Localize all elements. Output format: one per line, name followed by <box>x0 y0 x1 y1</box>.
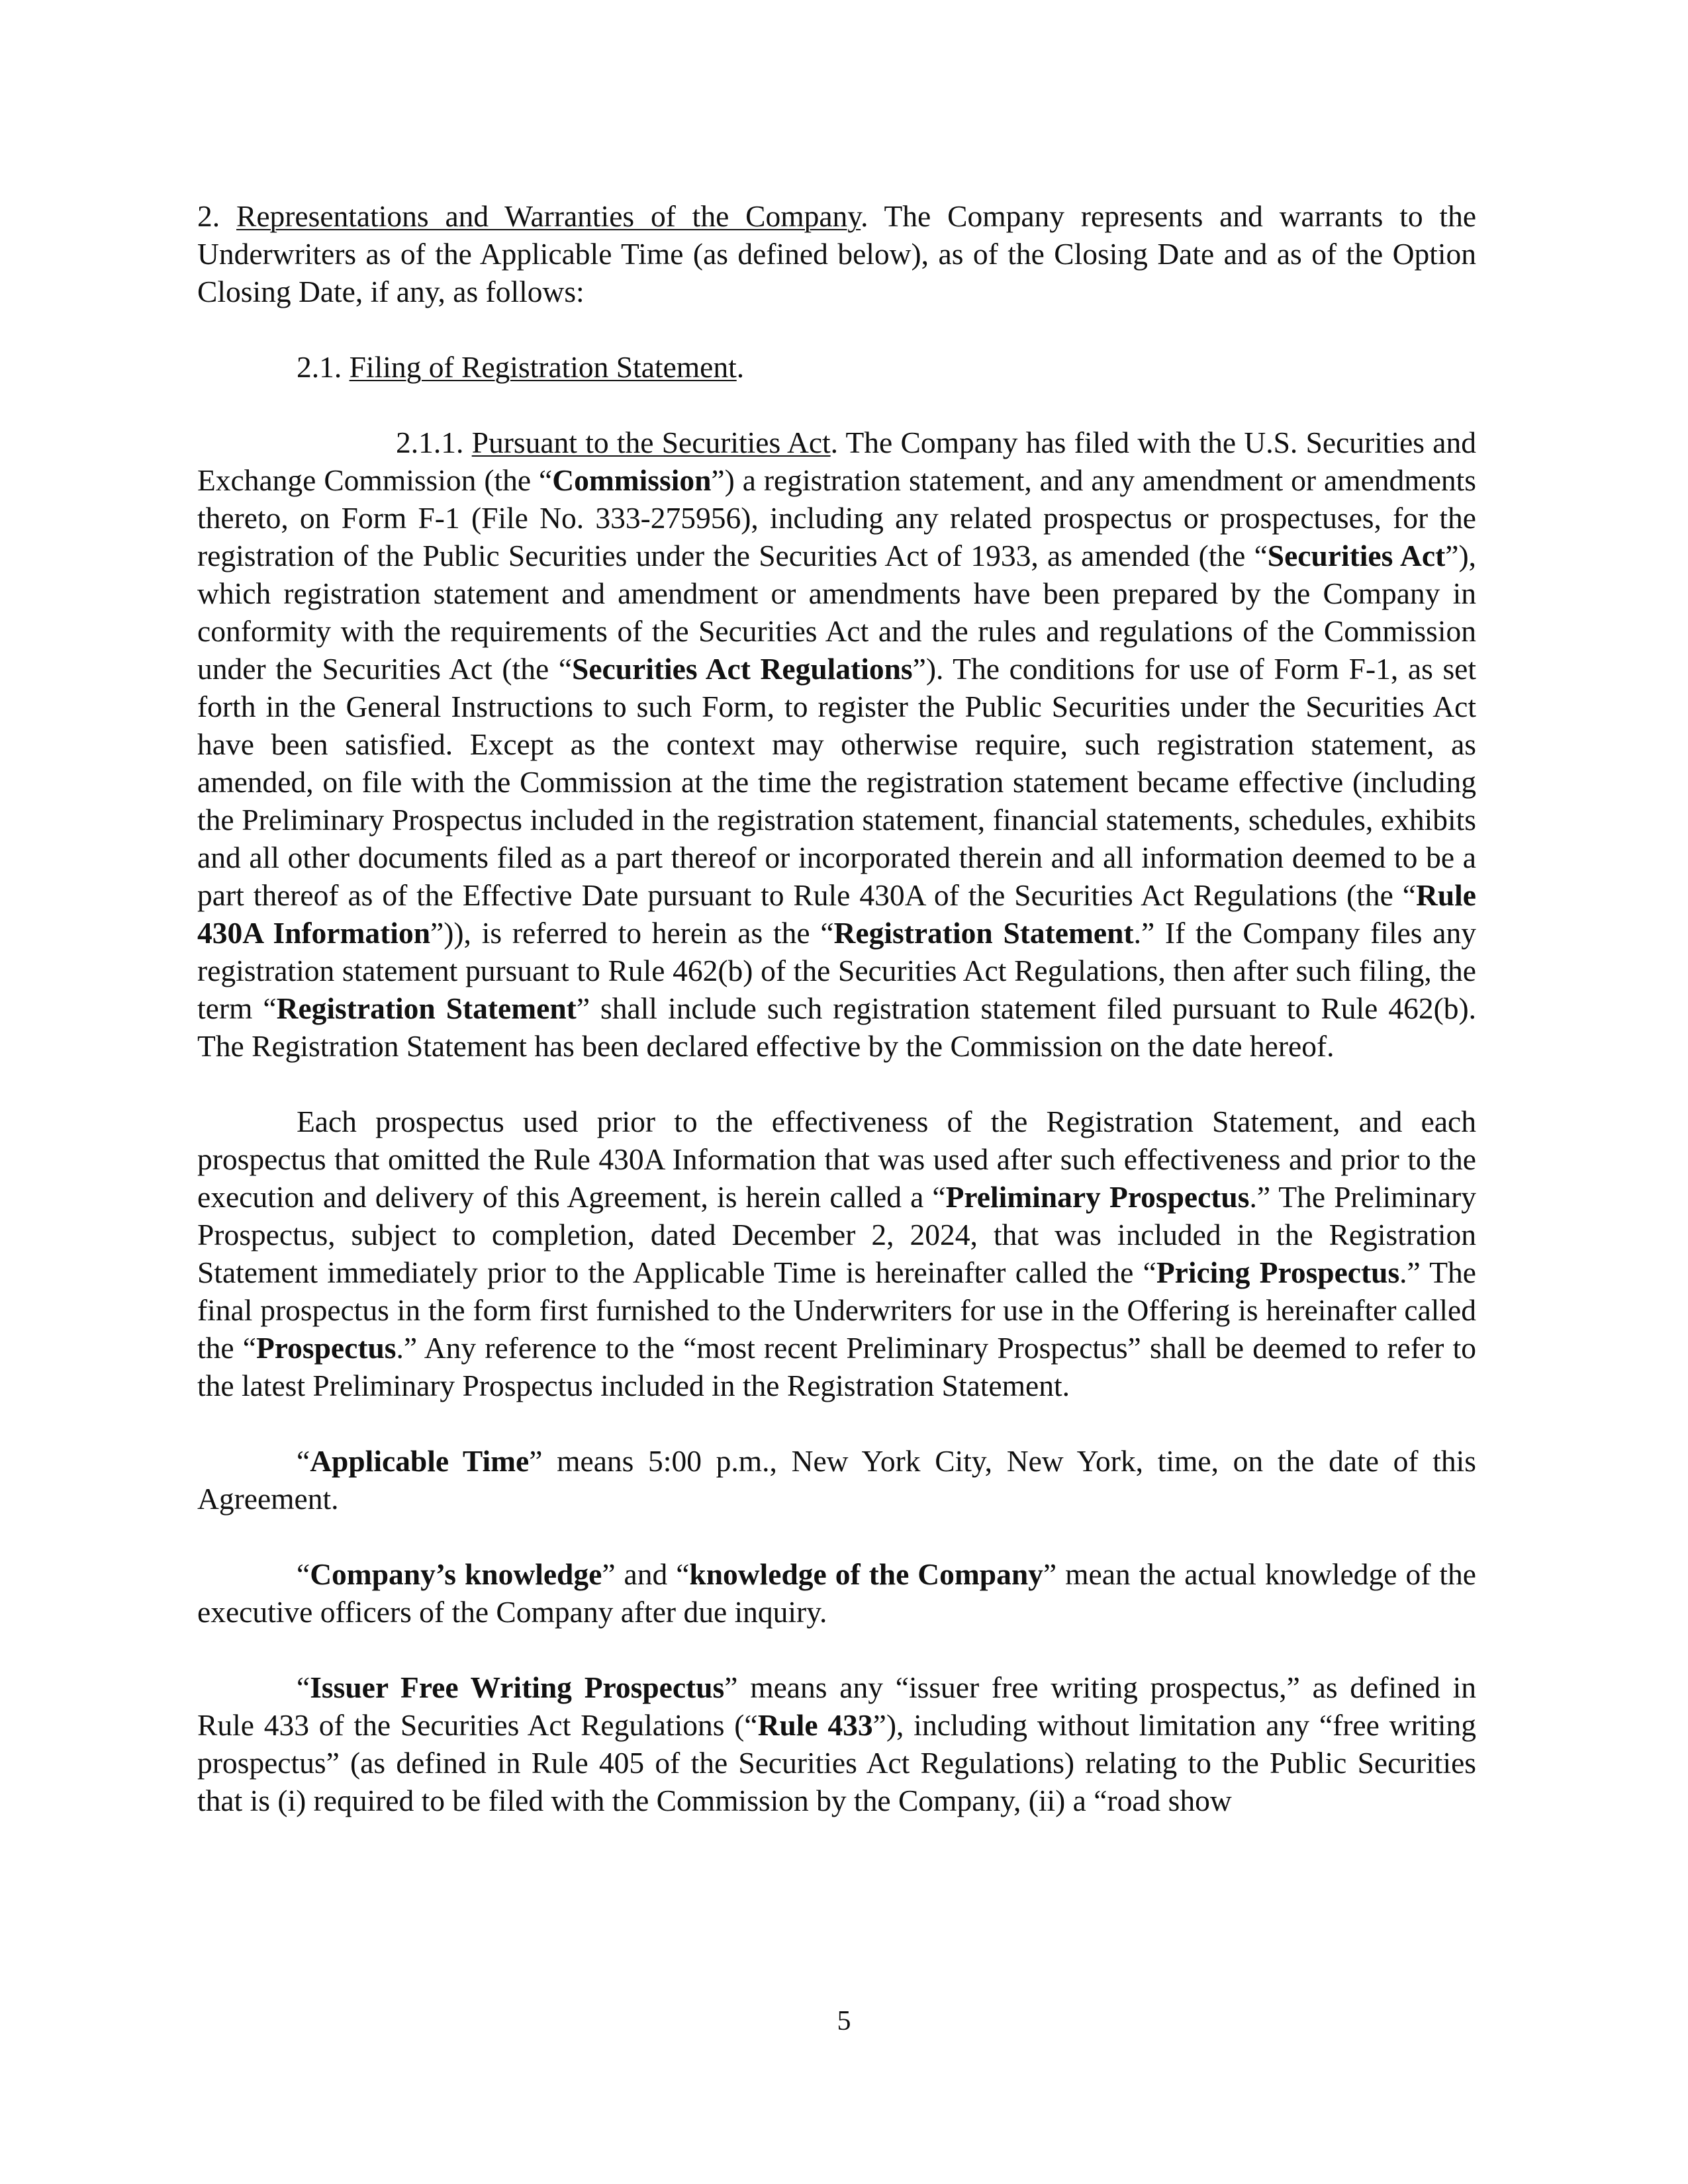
section-2-number: 2. <box>197 199 220 233</box>
defined-term: Rule 430A Information <box>197 878 1476 950</box>
body-text: ”)), is referred to herein as the “ <box>430 916 834 950</box>
body-text: .” The Preliminary Prospectus, subject to completion, dated December 2, 2024, that was included in the Registration Statement immediately prior to the Applicable Time is hereinafter called the “ <box>197 1180 1477 1289</box>
section-2-text: . The Company represents and warrants to the Underwriters as of the Applicable Time (as defined below), as of the Closing Date and as of the Option Closing Date, if any, as follows: <box>197 199 1477 308</box>
body-text: ” means 5:00 p.m., New York City, New York, time, on the date of this Agreement. <box>197 1444 1477 1516</box>
defined-term: Rule 433 <box>757 1708 873 1742</box>
body-text: Each prospectus used prior to the effectiveness of the Registration Statement, and each prospectus that omitted the Rule 430A Information that was used after such effectiveness and prior to the execution and delivery of this Agreement, is herein called a “ <box>197 1105 1476 1214</box>
defined-term: Securities Act <box>1267 539 1446 572</box>
body-text: “ <box>297 1444 310 1478</box>
applicable-time-paragraph <box>197 1442 1476 1518</box>
body-text: “ <box>297 1670 310 1704</box>
body-text: .” The final prospectus in the form first furnished to the Underwriters for use in the Offering is hereinafter called the “ <box>197 1255 1476 1365</box>
defined-term: Commission <box>552 463 712 497</box>
body-text: ” shall include such registration statement filed pursuant to Rule 462(b). The Registration Statement has been declared effective by the Commission on the date hereof. <box>197 991 1476 1063</box>
section-2-paragraph <box>197 197 1476 310</box>
section-2-1-1-paragraph <box>197 424 1476 1065</box>
defined-term: Applicable Time <box>310 1444 530 1478</box>
defined-term: Securities Act Regulations <box>572 652 913 686</box>
defined-term: Registration Statement <box>833 916 1134 950</box>
body-text: .” Any reference to the “most recent Preliminary Prospectus” shall be deemed to refer to the latest Preliminary Prospectus included in the Registration Statement. <box>197 1331 1476 1402</box>
section-2-1-1-number: 2.1.1. <box>396 426 464 459</box>
body-text: ” and “ <box>602 1557 690 1591</box>
defined-term: Registration Statement <box>276 991 577 1025</box>
body-text: ” means any “issuer free writing prospectus,” as defined in Rule 433 of the Securities Act Regulations (“ <box>197 1670 1477 1742</box>
body-text: ”) a registration statement, and any amendment or amendments thereto, on Form F-1 (File No. 333-275956), including any related prospectus or prospectuses, for the registration of the Public Securities under the Securities Act of 1933, as amended (the “ <box>197 463 1476 572</box>
section-2-1-paragraph <box>197 348 1476 386</box>
defined-term: Pricing Prospectus <box>1156 1255 1400 1289</box>
company-knowledge-paragraph <box>197 1555 1476 1631</box>
section-2-heading: Representations and Warranties of the Company <box>236 199 861 233</box>
defined-term: Issuer Free Writing Prospectus <box>310 1670 725 1704</box>
defined-term: Preliminary Prospectus <box>945 1180 1250 1214</box>
section-2-1-1-heading: Pursuant to the Securities Act <box>471 426 831 459</box>
defined-term: Prospectus <box>256 1331 397 1365</box>
body-text: “ <box>297 1557 310 1591</box>
body-text: ”), including without limitation any “free writing prospectus” (as defined in Rule 405 of the Securities Act Regulations) relating to the Public Securities that is (i) required to be filed with the Commission by the Company, (ii) a “road show <box>197 1708 1477 1817</box>
body-text: . The Company has filed with the U.S. Securities and Exchange Commission (the “ <box>197 426 1476 497</box>
defined-term: knowledge of the Company <box>689 1557 1043 1591</box>
section-2-1-number: 2.1. <box>297 350 342 384</box>
body-text: ”), which registration statement and amendment or amendments have been prepared by the Company in conformity with the requirements of the Securities Act and the rules and regulations of the Commission under the Securities Act (the “ <box>197 539 1476 686</box>
document-page <box>197 197 1476 1857</box>
section-2-1-heading: Filing of Registration Statement <box>349 350 737 384</box>
body-text: ” mean the actual knowledge of the executive officers of the Company after due inquiry. <box>197 1557 1476 1629</box>
body-text: ”). The conditions for use of Form F-1, as set forth in the General Instructions to such Form, to register the Public Securities under the Securities Act have been satisfied. Except as the context may otherwise require, such registration statement, as amended, on file with the Commission at the time the registration statement became effective (including the Preliminary Prospectus included in the registration statement, financial statements, schedules, exhibits and all other documents filed as a part thereof or incorporated therein and all information deemed to be a part thereof as of the Effective Date pursuant to Rule 430A of the Securities Act Regulations (the “ <box>197 652 1476 912</box>
issuer-free-writing-prospectus-paragraph <box>197 1668 1476 1819</box>
section-2-1-text: . <box>736 350 745 384</box>
body-text: .” If the Company files any registration statement pursuant to Rule 462(b) of the Securities Act Regulations, then after such filing, the term “ <box>197 916 1476 1025</box>
defined-term: Company’s knowledge <box>310 1557 602 1591</box>
page-number: 5 <box>837 2006 851 2036</box>
prospectus-definitions-paragraph <box>197 1103 1476 1404</box>
